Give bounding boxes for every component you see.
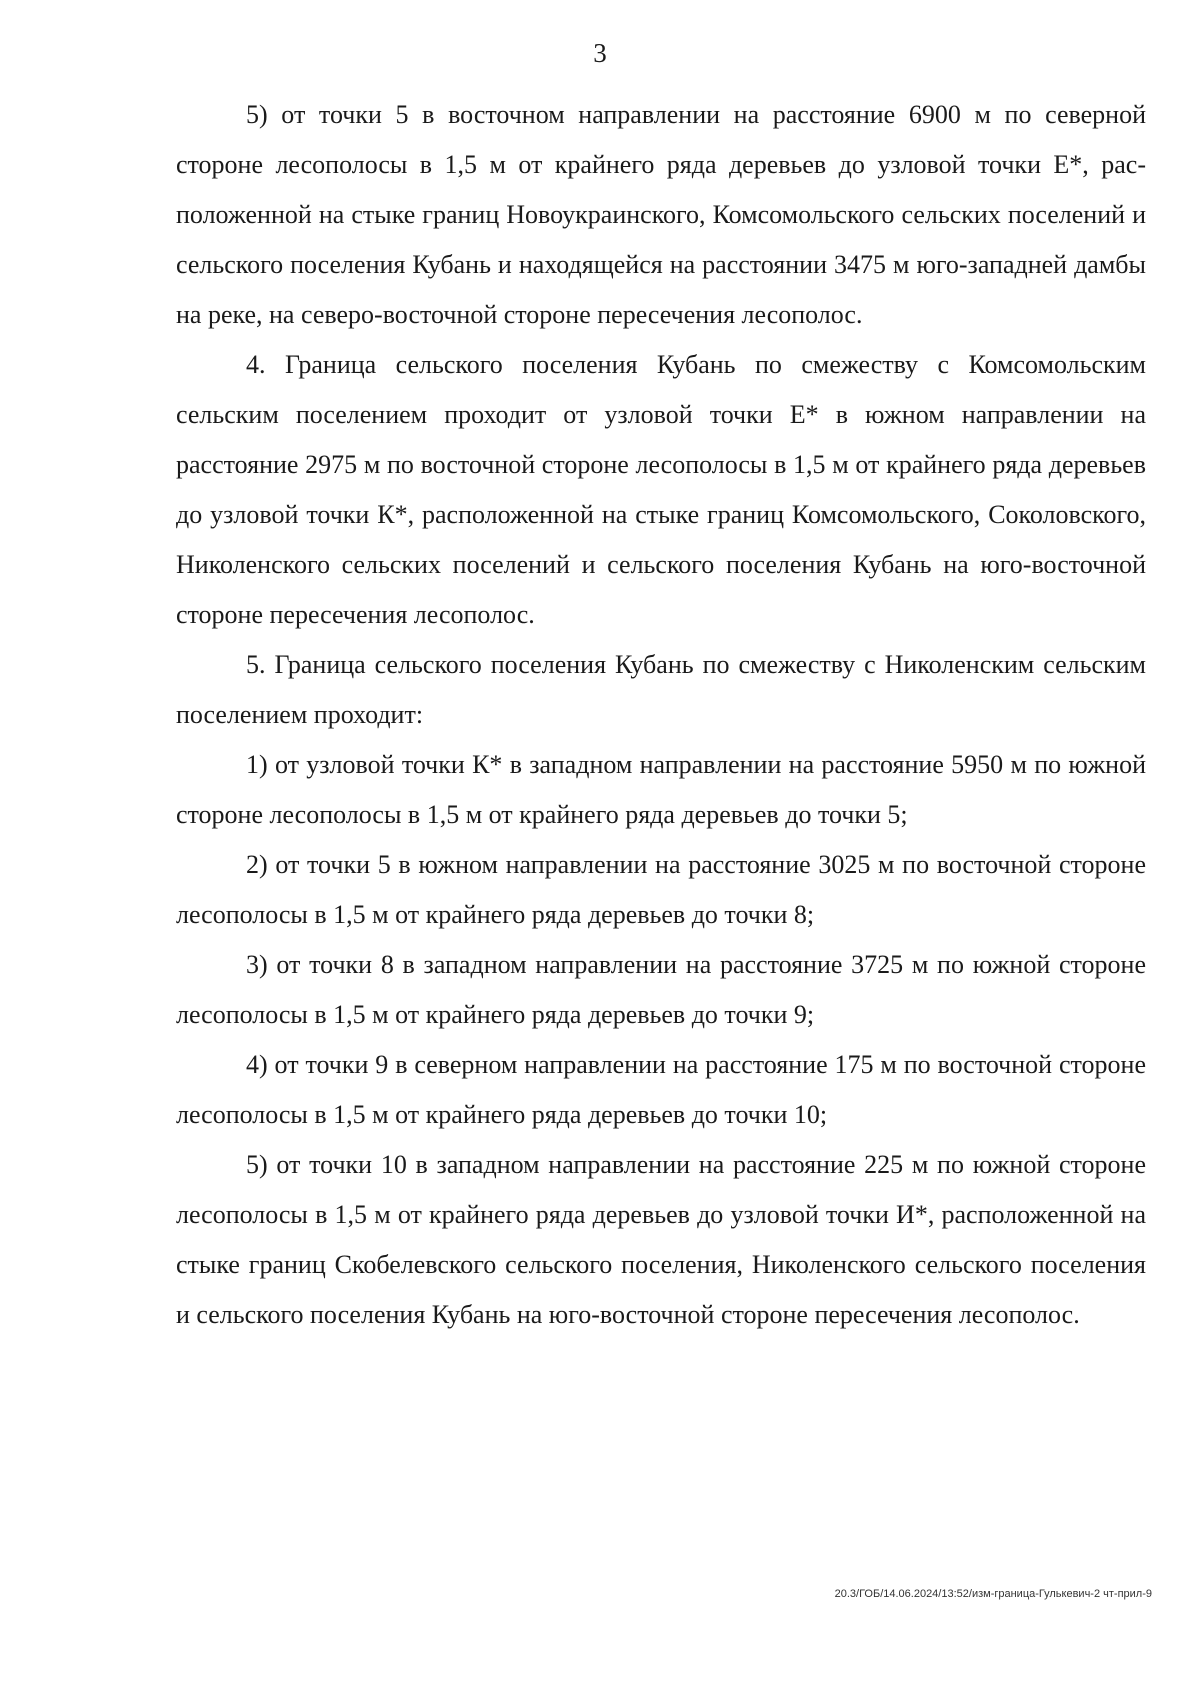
document-body (176, 90, 1146, 1340)
footer-document-reference: 20.3/ГОБ/14.06.2024/13:52/изм-граница-Гулькевич-2 чт-прил-9 (834, 1588, 1152, 1600)
paragraph-item-5: 5) от точки 10 в западном направлении на расстояние 225 м по южной стороне лесополосы в 1,5 м от крайнего ряда деревьев до узловой точки И*, расположенной на стыке границ Скобелевского сельского поселения, Николенского сельского поселения и сельского поселения Кубань на юго-восточной стороне пересечения лесополос. (176, 1150, 1146, 1329)
paragraph-item-3: 3) от точки 8 в западном направлении на расстояние 3725 м по южной стороне лесополосы в 1,5 м от крайнего ряда деревьев до точки 9; (176, 950, 1146, 1029)
paragraph-point-5-east: 5) от точки 5 в восточном направлении на расстояние 6900 м по северной стороне лесополосы в 1,5 м от крайнего ряда деревьев до узловой точки Е*, расположенной на стыке границ Новоукраинского, Комсомольского сельских поселений и сельского поселения Кубань и находящейся на расстоянии 3475 м юго-западней дамбы на реке, на северо-восточной стороне пересечения лесополос. (176, 100, 1146, 329)
paragraph-section-4: 4. Граница сельского поселения Кубань по смежеству с Комсомольским сельским поселением проходит от узловой точки Е* в южном направлении на расстояние 2975 м по восточной стороне лесополосы в 1,5 м от крайнего ряда деревьев до узловой точки К*, расположенной на стыке границ Комсомольского, Соколовского, Николенского сельских поселений и сельского поселения Кубань на юго-восточной стороне пересечения лесополос. (176, 350, 1146, 629)
paragraph-item-4: 4) от точки 9 в северном направлении на расстояние 175 м по восточной стороне лесополосы в 1,5 м от крайнего ряда деревьев до точки 10; (176, 1050, 1146, 1129)
page-number: 3 (593, 38, 607, 68)
paragraph-item-1: 1) от узловой точки К* в западном направлении на расстояние 5950 м по южной стороне лесополосы в 1,5 м от крайнего ряда деревьев до точки 5; (176, 750, 1146, 829)
paragraph-section-5: 5. Граница сельского поселения Кубань по смежеству с Николенским сельским поселением проходит: (176, 650, 1146, 729)
paragraph-item-2: 2) от точки 5 в южном направлении на расстояние 3025 м по восточной стороне лесополосы в 1,5 м от крайнего ряда деревьев до точки 8; (176, 850, 1146, 929)
